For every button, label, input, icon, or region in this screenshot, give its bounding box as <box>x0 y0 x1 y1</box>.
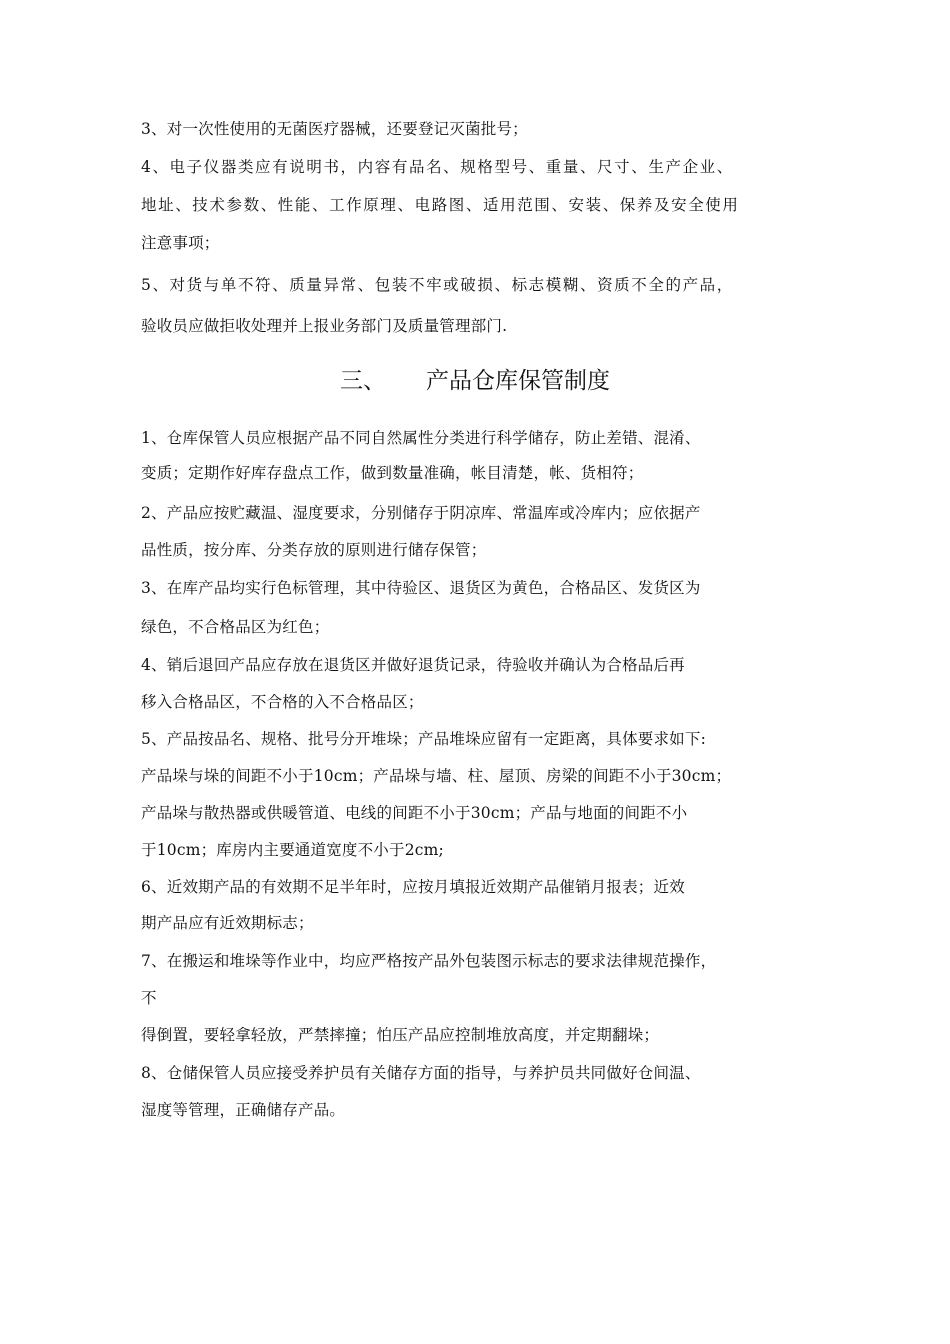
paragraph-line: 得倒置，要轻拿轻放，严禁摔撞；怕压产品应控制堆放高度，并定期翻垛； <box>141 1026 660 1044</box>
paragraph-line: 5、产品按品名、规格、批号分开堆垛；产品堆垛应留有一定距离，具体要求如下: <box>141 730 706 748</box>
paragraph-line: 4、电子仪器类应有说明书，内容有品名、规格型号、重量、尺寸、生产企业、 <box>141 158 734 176</box>
paragraph-line: 不 <box>141 989 157 1007</box>
paragraph-line: 8、仓储保管人员应接受养护员有关储存方面的指导，与养护员共同做好仓间温、 <box>141 1064 701 1082</box>
paragraph-line: 移入合格品区，不合格的入不合格品区； <box>141 693 424 711</box>
paragraph-line: 2、产品应按贮藏温、湿度要求，分别储存于阴凉库、常温库或冷库内；应依据产 <box>141 504 701 522</box>
paragraph-line: 品性质，按分库、分类存放的原则进行储存保管； <box>141 541 487 559</box>
section-title: 产品仓库保管制度 <box>426 368 610 394</box>
paragraph-line: 地址、技术参数、性能、工作原理、电路图、适用范围、安装、保养及安全使用 <box>141 196 740 214</box>
paragraph-line: 7、在搬运和堆垛等作业中，均应严格按产品外包装图示标志的要求法律规范操作， <box>141 952 717 970</box>
paragraph-line: 注意事项； <box>141 234 220 252</box>
paragraph-line: 5、对货与单不符、质量异常、包装不牢或破损、标志模糊、资质不全的产品， <box>141 276 734 294</box>
paragraph-line: 产品垛与垛的间距不小于10cm；产品垛与墙、柱、屋顶、房梁的间距不小于30cm； <box>141 767 732 785</box>
paragraph-line: 于10cm；库房内主要通道宽度不小于2cm; <box>141 841 444 859</box>
paragraph-line: 1、仓库保管人员应根据产品不同自然属性分类进行科学储存，防止差错、混淆、 <box>141 429 701 447</box>
paragraph-line: 3、对一次性使用的无菌医疗器械，还要登记灭菌批号； <box>141 120 528 138</box>
paragraph-line: 产品垛与散热器或供暖管道、电线的间距不小于30cm；产品与地面的间距不小 <box>141 804 688 822</box>
section-number: 三、 <box>340 368 386 394</box>
paragraph-line: 变质；定期作好库存盘点工作，做到数量准确，帐目清楚，帐、货相符； <box>141 464 644 482</box>
paragraph-line: 3、在库产品均实行色标管理，其中待验区、退货区为黄色，合格品区、发货区为 <box>141 579 701 597</box>
paragraph-line: 验收员应做拒收处理并上报业务部门及质量管理部门. <box>141 317 508 335</box>
paragraph-line: 6、近效期产品的有效期不足半年时，应按月填报近效期产品催销月报表；近效 <box>141 878 685 896</box>
paragraph-line: 4、销后退回产品应存放在退货区并做好退货记录，待验收并确认为合格品后再 <box>141 656 685 674</box>
section-heading <box>0 366 950 396</box>
paragraph-line: 湿度等管理，正确储存产品。 <box>141 1101 346 1119</box>
paragraph-line: 期产品应有近效期标志； <box>141 914 314 932</box>
paragraph-line: 绿色，不合格品区为红色； <box>141 618 330 636</box>
